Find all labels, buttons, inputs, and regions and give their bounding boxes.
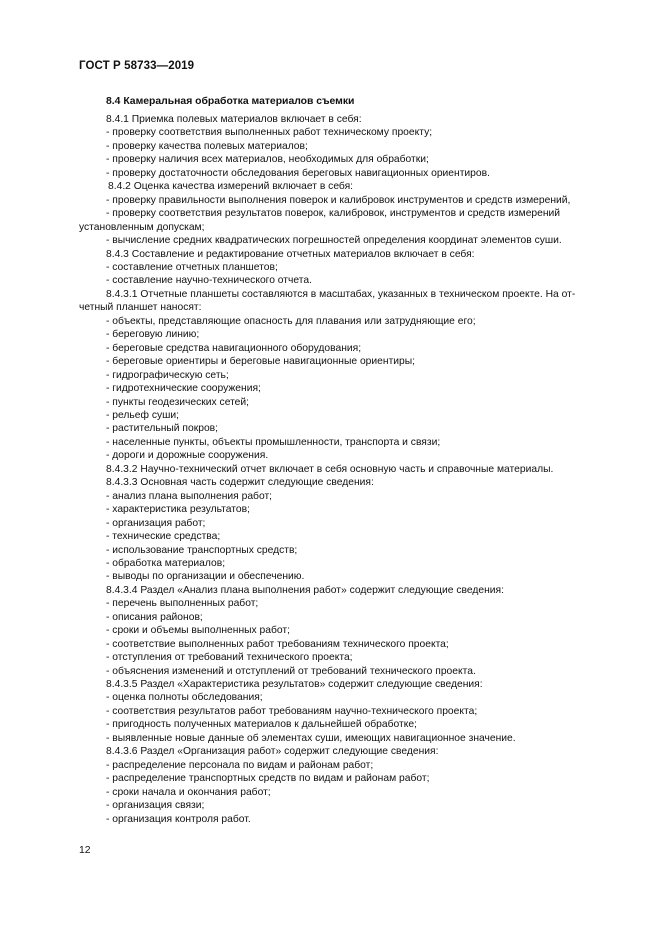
list-item: - гидрографическую сеть; xyxy=(106,369,229,381)
list-item: - выявленные новые данные об элементах суши, имеющих навигационное значение. xyxy=(106,732,516,744)
list-item: - выводы по организации и обеспечению. xyxy=(106,571,305,583)
list-item: - объекты, представляющие опасность для плавания или затрудняющие его; xyxy=(106,315,476,327)
list-item: - использование транспортных средств; xyxy=(106,544,298,556)
document-header: ГОСТ Р 58733—2019 xyxy=(79,60,195,72)
text-line: 8.4.1 Приемка полевых материалов включает в себя: xyxy=(106,114,362,125)
list-item: - дороги и дорожные сооружения. xyxy=(106,450,269,462)
text-line: 8.4.3.5 Раздел «Характеристика результатов» содержит следующие сведения: xyxy=(106,679,483,691)
list-item: - пригодность полученных материалов к дальнейшей обработке; xyxy=(106,719,417,731)
list-item: - проверку качества полевых материалов; xyxy=(106,140,308,152)
list-item: - распределение транспортных средств по видам и районам работ; xyxy=(106,773,430,785)
list-item: - гидротехнические сооружения; xyxy=(106,383,261,395)
list-item: - проверку наличия всех материалов, необходимых для обработки; xyxy=(106,154,429,166)
list-item: - проверку соответствия выполненных работ техническому проекту; xyxy=(106,127,433,139)
list-item: - проверку соответствия результатов поверок, калибровок, инструментов и средств измерений xyxy=(106,208,561,220)
list-item: - вычисление средних квадратических погрешностей определения координат элементов суши. xyxy=(106,235,562,247)
text-line: 8.4.3 Составление и редактирование отчетных материалов включает в себя: xyxy=(106,248,475,260)
page-number: 12 xyxy=(79,845,91,856)
list-item: - составление отчетных планшетов; xyxy=(106,261,278,273)
list-item: - технические средства; xyxy=(106,531,221,543)
list-item: - соответствие выполненных работ требованиям технического проекта; xyxy=(106,638,449,650)
list-item-continuation: установленным допускам; xyxy=(79,221,205,233)
text-line: 8.4.3.2 Научно-технический отчет включает в себя основную часть и справочные материалы. xyxy=(106,463,554,475)
list-item: - береговые средства навигационного оборудования; xyxy=(106,342,362,354)
list-item: - оценка полноты обследования; xyxy=(106,692,263,704)
list-item: - проверку правильности выполнения поверок и калибровок инструментов и средств измерений, xyxy=(106,194,571,206)
text-line: 8.4.3.1 Отчетные планшеты составляются в масштабах, указанных в техническом проекте. На от- xyxy=(106,288,576,300)
list-item: - соответствия результатов работ требованиям научно-технического проекта; xyxy=(106,705,478,717)
list-item: - составление научно-технического отчета. xyxy=(106,275,312,287)
list-item: - сроки начала и окончания работ; xyxy=(106,786,271,798)
list-item: - распределение персонала по видам и районам работ; xyxy=(106,759,374,771)
list-item: - организация связи; xyxy=(106,800,205,812)
list-item: - обработка материалов; xyxy=(106,557,226,569)
text-line: 8.4.3.4 Раздел «Анализ плана выполнения работ» содержит следующие сведения: xyxy=(106,584,504,596)
list-item: - пункты геодезических сетей; xyxy=(106,396,250,408)
list-item: - населенные пункты, объекты промышленности, транспорта и связи; xyxy=(106,436,441,448)
body-text xyxy=(79,113,612,826)
list-item: - сроки и объемы выполненных работ; xyxy=(106,625,290,637)
list-item: - анализ плана выполнения работ; xyxy=(106,490,273,502)
text-line: 8.4.3.3 Основная часть содержит следующие сведения: xyxy=(106,477,374,489)
list-item: - растительный покров; xyxy=(106,423,219,435)
list-item: - характеристика результатов; xyxy=(106,504,250,516)
list-item: - береговую линию; xyxy=(106,329,200,341)
list-item: - рельеф суши; xyxy=(106,409,180,421)
text-line-continuation: четный планшет наносят: xyxy=(79,302,202,314)
list-item: - объяснения изменений и отступлений от требований технического проекта. xyxy=(106,665,476,677)
text-line: 8.4.3.6 Раздел «Организация работ» содержит следующие сведения: xyxy=(106,746,439,758)
list-item: - отступления от требований технического проекта; xyxy=(106,652,353,664)
list-item: - перечень выполненных работ; xyxy=(106,598,259,610)
list-item: - описания районов; xyxy=(106,611,203,623)
list-item: - организация контроля работ. xyxy=(106,813,251,825)
list-item: - организация работ; xyxy=(106,517,206,529)
text-line: 8.4.2 Оценка качества измерений включает в себя: xyxy=(108,181,354,193)
list-item: - проверку достаточности обследования береговых навигационных ориентиров. xyxy=(106,167,490,179)
section-title: 8.4 Камеральная обработка материалов съемки xyxy=(106,96,355,107)
list-item: - береговые ориентиры и береговые навигационные ориентиры; xyxy=(106,356,416,368)
